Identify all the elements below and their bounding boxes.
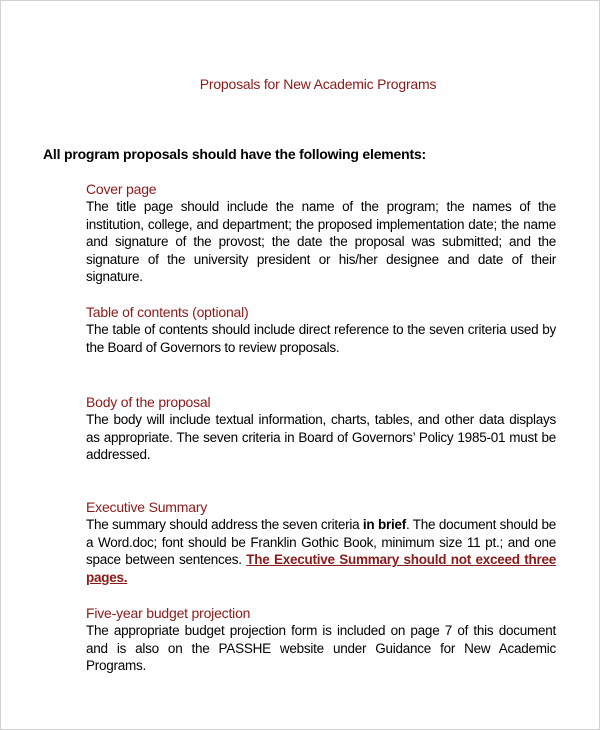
exec-body-middle: . The document should be a Word.doc; font should be Franklin Gothic Book, minimum size 11 pt.; and one space between sentences. (86, 517, 556, 567)
section-body: The appropriate budget projection form is included on page 7 of this document and is also on the PASSHE website under Guidance for New Academic Programs. (86, 623, 556, 673)
intro-text: All program proposals should have the following elements: (43, 146, 426, 162)
section-body: The table of contents should include direct reference to the seven criteria used by the Board of Governors to review proposals. (86, 322, 556, 355)
exec-page-limit-warning: The Executive Summary should not exceed three pages. (86, 552, 556, 585)
section-heading: Cover page (86, 181, 157, 197)
document-title: Proposals for New Academic Programs (199, 76, 437, 92)
section-heading: Executive Summary (86, 499, 208, 515)
section-body: The title page should include the name of the program; the names of the institution, college, and department; the proposed implementation date; the name and signature of the provost; the date the proposal was submitted; and the signature of the university president or his/her designee and date of their signature. (86, 199, 556, 284)
exec-body-start: The summary should address the seven criteria (86, 517, 363, 532)
section-budget-projection (86, 605, 556, 675)
exec-body-bold: in brief (362, 517, 406, 532)
section-body-of-proposal (86, 394, 556, 464)
section-cover-page (86, 181, 556, 286)
section-heading: Table of contents (optional) (86, 304, 249, 320)
section-heading: Five-year budget projection (86, 605, 251, 621)
section-table-of-contents (86, 304, 556, 356)
section-executive-summary (86, 499, 556, 586)
section-body (86, 516, 556, 586)
section-heading: Body of the proposal (86, 394, 211, 410)
section-body: The body will include textual information, charts, tables, and other data displays as appropriate. The seven criteria in Board of Governors’ Policy 1985-01 must be addressed. (86, 412, 556, 462)
